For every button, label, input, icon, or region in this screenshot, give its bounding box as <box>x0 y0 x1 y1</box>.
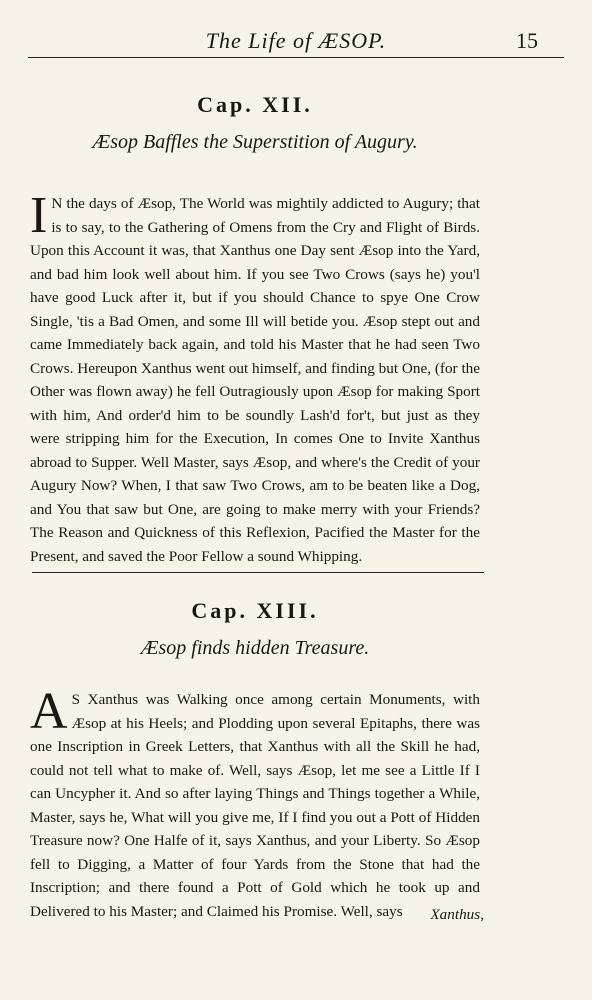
chapter-subtitle: Æsop Baffles the Superstition of Augury. <box>92 131 418 153</box>
chapter-heading: Cap. XIII. <box>191 598 319 623</box>
running-title: The Life of ÆSOP. <box>205 28 387 53</box>
chapter-12 <box>30 90 480 568</box>
chapter-text: S Xanthus was Walking once among certain Monuments, with Æsop at his Heels; and Plodding upon several Epitaphs, there was one Inscription in Greek Letters, that Xanthus with all the Skill he had, could not tell what to make of. Well, says Æsop, let me see a Little If I can Uncypher it. And so after laying Things and Things together a While, Master, says he, What will you give me, If I find you out a Pott of Hidden Treasure now? One Halfe of it, says Xanthus, and your Liberty. So Æsop fell to Digging, a Matter of four Yards from the Stone that had the Inscription; and there found a Pott of Gold which he took up and Delivered to his Master; and Claimed his Promise. Well, says <box>30 691 480 920</box>
chapter-body <box>30 683 480 923</box>
chapter-subtitle: Æsop finds hidden Treasure. <box>140 637 370 659</box>
header-rule <box>28 57 564 58</box>
catchword: Xanthus, <box>430 906 484 923</box>
running-head <box>0 24 592 56</box>
chapter-13 <box>30 596 480 923</box>
drop-cap: A <box>30 683 68 740</box>
chapter-body <box>30 187 480 568</box>
section-divider <box>32 572 484 573</box>
chapter-text: N the days of Æsop, The World was mightily addicted to Augury; that is to say, to the Gathering of Omens from the Cry and Flight of Birds. Upon this Account it was, that Xanthus one Day sent Æsop into the Yard, and bad him look well about him. If you see Two Crows (says he) you'l have good Luck after it, but if you should Chance to spye One Crow Single, 'tis a Bad Omen, and some Ill will betide you. Æsop stept out and came Immediately back again, and told his Master that he had seen Two Crows. Hereupon Xanthus went out himself, and finding but One, (for the Other was flown away) he fell Outragiously upon Æsop for making Sport with him, And order'd him to be soundly Lash'd for't, but just as they were stripping him for the Execution, In comes One to Invite Xanthus abroad to Supper. Well Master, says Æsop, and where's the Credit of your Augury Now? When, I that saw Two Crows, am to be beaten like a Dog, and You that saw but One, are going to make merry with your Friends? The Reason and Quickness of this Reflexion, Pacified the Master for the Present, and saved the Poor Fellow a sound Whipping. <box>30 195 480 565</box>
chapter-heading: Cap. XII. <box>197 92 313 117</box>
drop-cap: I <box>30 187 48 244</box>
page-number: 15 <box>516 28 538 53</box>
